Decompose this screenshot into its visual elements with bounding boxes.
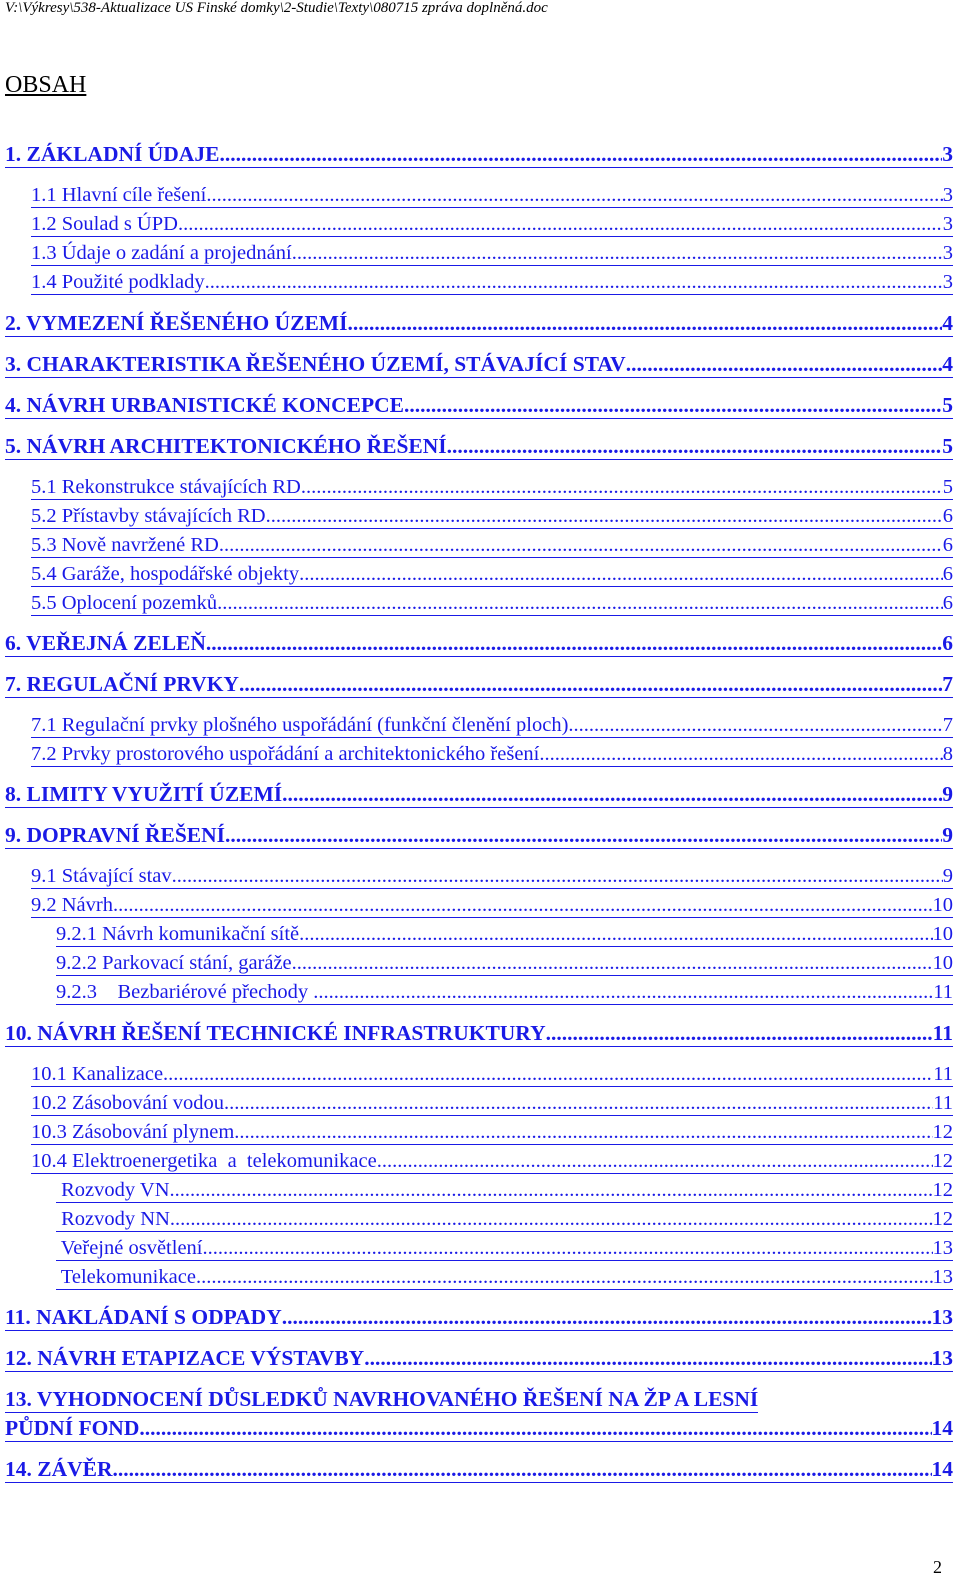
- toc-entry[interactable]: [31, 242, 953, 266]
- toc-entry[interactable]: [5, 352, 953, 378]
- toc-entry-page: 9: [942, 823, 953, 847]
- toc-entry-label: 9. DOPRAVNÍ ŘEŠENÍ: [5, 823, 226, 847]
- toc-leader-dots: [546, 1021, 933, 1046]
- toc-entry[interactable]: [31, 743, 953, 767]
- toc-entry-label: 8. LIMITY VYUŽITÍ ÚZEMÍ: [5, 782, 283, 806]
- toc-entry[interactable]: [31, 894, 953, 918]
- toc-entry[interactable]: [31, 1121, 953, 1145]
- toc-entry-page: 3: [942, 184, 953, 206]
- toc-entry-label: 1. ZÁKLADNÍ ÚDAJE: [5, 142, 220, 166]
- toc-entry-label: 10.2 Zásobování vodou: [31, 1092, 225, 1114]
- toc-entry[interactable]: [5, 782, 953, 808]
- toc-entry-page: 6: [942, 592, 953, 614]
- toc-entry[interactable]: [31, 534, 953, 558]
- toc-entry-page: 3: [942, 213, 953, 235]
- toc-entry[interactable]: [56, 981, 953, 1005]
- toc-entry-label: 2. VYMEZENÍ ŘEŠENÉHO ÚZEMÍ: [5, 311, 348, 335]
- toc-leader-dots: [225, 823, 942, 848]
- toc-entry-page: 11: [932, 1021, 953, 1045]
- toc-entry-page: 10: [932, 894, 953, 916]
- toc-entry-page: 12: [932, 1208, 953, 1230]
- toc-entry-label: 10.1 Kanalizace: [31, 1063, 164, 1085]
- toc-entry-label: 12. NÁVRH ETAPIZACE VÝSTAVBY: [5, 1346, 365, 1370]
- toc-entry-page: 12: [932, 1150, 953, 1172]
- toc-leader-dots: [205, 271, 943, 294]
- toc-entry-label: 9.2 Návrh: [31, 894, 113, 916]
- toc-entry-page: 7: [942, 672, 953, 696]
- toc-leader-dots: [364, 1346, 931, 1371]
- toc-entry[interactable]: [31, 1092, 953, 1116]
- toc-entry[interactable]: [31, 213, 953, 237]
- toc-leader-dots: [196, 1266, 933, 1289]
- document-path-header: V:\Výkresy\538-Aktualizace US Finské domky\2-Studie\Texty\080715 zpráva doplněná.doc: [5, 0, 548, 16]
- toc-leader-dots: [170, 1208, 933, 1231]
- toc-entry-label: Telekomunikace: [56, 1266, 196, 1288]
- toc-entry-label: 7.2 Prvky prostorového uspořádání a architektonického řešení: [31, 743, 540, 765]
- toc-entry[interactable]: [56, 1179, 953, 1203]
- page-number: 2: [933, 1557, 942, 1577]
- toc-entry-label: Rozvody NN: [56, 1208, 170, 1230]
- toc-leader-dots: [282, 782, 942, 807]
- toc-entry-multiline-first[interactable]: [5, 1387, 758, 1413]
- toc-entry-label: 9.2.3 Bezbariérové přechody: [56, 981, 314, 1003]
- toc-entry-page: 4: [942, 352, 953, 376]
- toc-entry-page: 5: [942, 476, 953, 498]
- toc-entry[interactable]: [31, 592, 953, 616]
- toc-entry-page: 3: [942, 242, 953, 264]
- toc-entry-page: 12: [932, 1121, 953, 1143]
- toc-entry-page: 4: [942, 311, 953, 335]
- toc-leader-dots: [219, 534, 943, 557]
- toc-leader-dots: [301, 476, 943, 499]
- toc-leader-dots: [377, 1150, 933, 1173]
- toc-entry[interactable]: [56, 1237, 953, 1261]
- toc-leader-dots: [299, 923, 932, 946]
- toc-entry[interactable]: [31, 505, 953, 529]
- toc-leader-dots: [170, 1179, 933, 1202]
- toc-entry[interactable]: [5, 672, 953, 698]
- toc-entry-label: 14. ZÁVĚR: [5, 1457, 113, 1481]
- toc-entry-page: 7: [942, 714, 953, 736]
- toc-entry-label: 10. NÁVRH ŘEŠENÍ TECHNICKÉ INFRASTRUKTURY: [5, 1021, 546, 1045]
- toc-entry[interactable]: [5, 1416, 953, 1442]
- toc-leader-dots: [139, 1416, 931, 1441]
- toc-entry[interactable]: [56, 1266, 953, 1290]
- toc-entry-label: 9.2.2 Parkovací stání, garáže: [56, 952, 292, 974]
- toc-entry-label: 9.2.1 Návrh komunikační sítě: [56, 923, 300, 945]
- toc-entry-page: 14: [931, 1416, 953, 1440]
- toc-entry-page: 6: [942, 534, 953, 556]
- toc-entry-label: 1.4 Použité podklady: [31, 271, 205, 293]
- toc-entry-page: 11: [933, 1092, 953, 1114]
- toc-leader-dots: [203, 1237, 933, 1260]
- toc-entry-label: 10.4 Elektroenergetika a telekomunikace: [31, 1150, 377, 1172]
- toc-entry-page: 13: [931, 1346, 953, 1370]
- toc-entry-page: 10: [932, 923, 953, 945]
- toc-entry-label: 4. NÁVRH URBANISTICKÉ KONCEPCE: [5, 393, 404, 417]
- toc-entry-label: 7. REGULAČNÍ PRVKY: [5, 672, 239, 696]
- toc-leader-dots: [206, 631, 942, 656]
- toc-leader-dots: [266, 505, 943, 528]
- toc-leader-dots: [539, 743, 942, 766]
- toc-entry[interactable]: [5, 1457, 953, 1483]
- toc-entry-page: 13: [931, 1305, 953, 1329]
- toc-entry-label: 1.1 Hlavní cíle řešení: [31, 184, 207, 206]
- toc-leader-dots: [178, 213, 943, 236]
- toc-entry[interactable]: [56, 1208, 953, 1232]
- toc-entry-label: 5.2 Přístavby stávajících RD: [31, 505, 266, 527]
- toc-leader-dots: [292, 952, 933, 975]
- toc-entry-page: 6: [942, 563, 953, 585]
- toc-entry-page: 9: [942, 782, 953, 806]
- toc-leader-dots: [447, 434, 943, 459]
- toc-leader-dots: [347, 311, 942, 336]
- toc-entry[interactable]: [5, 142, 953, 168]
- toc-entry-page: 12: [932, 1179, 953, 1201]
- toc-entry-page: 6: [942, 505, 953, 527]
- toc-entry[interactable]: [31, 563, 953, 587]
- toc-leader-dots: [172, 865, 943, 888]
- toc-leader-dots: [404, 393, 942, 418]
- toc-leader-dots: [224, 1092, 933, 1115]
- toc-entry-label: 9.1 Stávající stav: [31, 865, 172, 887]
- toc-leader-dots: [626, 352, 943, 377]
- toc-leader-dots: [206, 184, 942, 207]
- toc-leader-dots: [219, 142, 942, 167]
- toc-entry-page: 13: [932, 1266, 953, 1288]
- toc-entry[interactable]: [31, 1063, 953, 1087]
- toc-entry[interactable]: [5, 823, 953, 849]
- toc-entry[interactable]: [5, 393, 953, 419]
- toc-entry-page: 3: [942, 271, 953, 293]
- toc-entry-label: 6. VEŘEJNÁ ZELEŇ: [5, 631, 206, 655]
- toc-entry-label: Veřejné osvětlení: [56, 1237, 203, 1259]
- toc-leader-dots: [568, 714, 942, 737]
- toc-leader-dots: [239, 672, 942, 697]
- toc-entry[interactable]: [5, 1021, 953, 1047]
- toc-entry-label: 5. NÁVRH ARCHITEKTONICKÉHO ŘEŠENÍ: [5, 434, 447, 458]
- toc-entry-label: 5.1 Rekonstrukce stávajících RD: [31, 476, 301, 498]
- toc-entry-page: 5: [942, 434, 953, 458]
- toc-entry-label: 11. NAKLÁDANÍ S ODPADY: [5, 1305, 282, 1329]
- toc-entry[interactable]: [31, 184, 953, 208]
- toc-leader-dots: [234, 1121, 932, 1144]
- toc-title: OBSAH: [5, 72, 87, 98]
- toc-entry-page: 10: [932, 952, 953, 974]
- toc-entry[interactable]: [31, 865, 953, 889]
- toc-leader-dots: [313, 981, 933, 1004]
- toc-entry[interactable]: [5, 631, 953, 657]
- toc-entry-page: 3: [942, 142, 953, 166]
- toc-entry[interactable]: [31, 271, 953, 295]
- toc-entry[interactable]: [5, 434, 953, 460]
- toc-entry-label: 3. CHARAKTERISTIKA ŘEŠENÉHO ÚZEMÍ, STÁVAJÍCÍ STAV: [5, 352, 626, 376]
- toc-leader-dots: [217, 592, 943, 615]
- toc-entry-page: 11: [933, 1063, 953, 1085]
- toc-leader-dots: [163, 1063, 933, 1086]
- toc-entry[interactable]: [5, 1305, 953, 1331]
- toc-entry-label: 10.3 Zásobování plynem: [31, 1121, 235, 1143]
- toc-entry-page: 5: [942, 393, 953, 417]
- toc-leader-dots: [299, 563, 943, 586]
- toc-entry-label: 13. VYHODNOCENÍ DŮSLEDKŮ NAVRHOVANÉHO ŘEŠENÍ NA ŽP A LESNÍ: [5, 1387, 759, 1411]
- toc-leader-dots: [113, 894, 933, 917]
- toc-entry[interactable]: [31, 476, 953, 500]
- toc-entry-page: 8: [942, 743, 953, 765]
- toc-entry-label: 1.2 Soulad s ÚPD: [31, 213, 178, 235]
- toc-entry-page: 14: [931, 1457, 953, 1481]
- toc-entry-label: 7.1 Regulační prvky plošného uspořádání (funkční členění ploch): [31, 714, 569, 736]
- toc-leader-dots: [113, 1457, 932, 1482]
- toc-leader-dots: [292, 242, 943, 265]
- toc-entry[interactable]: [5, 1346, 953, 1372]
- toc-entry-page: 13: [932, 1237, 953, 1259]
- toc-entry[interactable]: [31, 1150, 953, 1174]
- toc-entry-label: Rozvody VN: [56, 1179, 170, 1201]
- toc-leader-dots: [282, 1305, 932, 1330]
- toc-entry-page: 6: [942, 631, 953, 655]
- toc-entry[interactable]: [31, 714, 953, 738]
- toc-entry[interactable]: [5, 311, 953, 337]
- toc-entry-label: 5.4 Garáže, hospodářské objekty: [31, 563, 300, 585]
- toc-entry-label: 5.5 Oplocení pozemků: [31, 592, 218, 614]
- toc-entry-label: 1.3 Údaje o zadání a projednání: [31, 242, 292, 264]
- toc-entry[interactable]: [56, 923, 953, 947]
- toc-entry-label: 5.3 Nově navržené RD: [31, 534, 219, 556]
- toc-entry-page: 11: [933, 981, 953, 1003]
- toc-entry-page: 9: [942, 865, 953, 887]
- toc-entry[interactable]: [56, 952, 953, 976]
- toc-entry-label: PŮDNÍ FOND: [5, 1416, 140, 1440]
